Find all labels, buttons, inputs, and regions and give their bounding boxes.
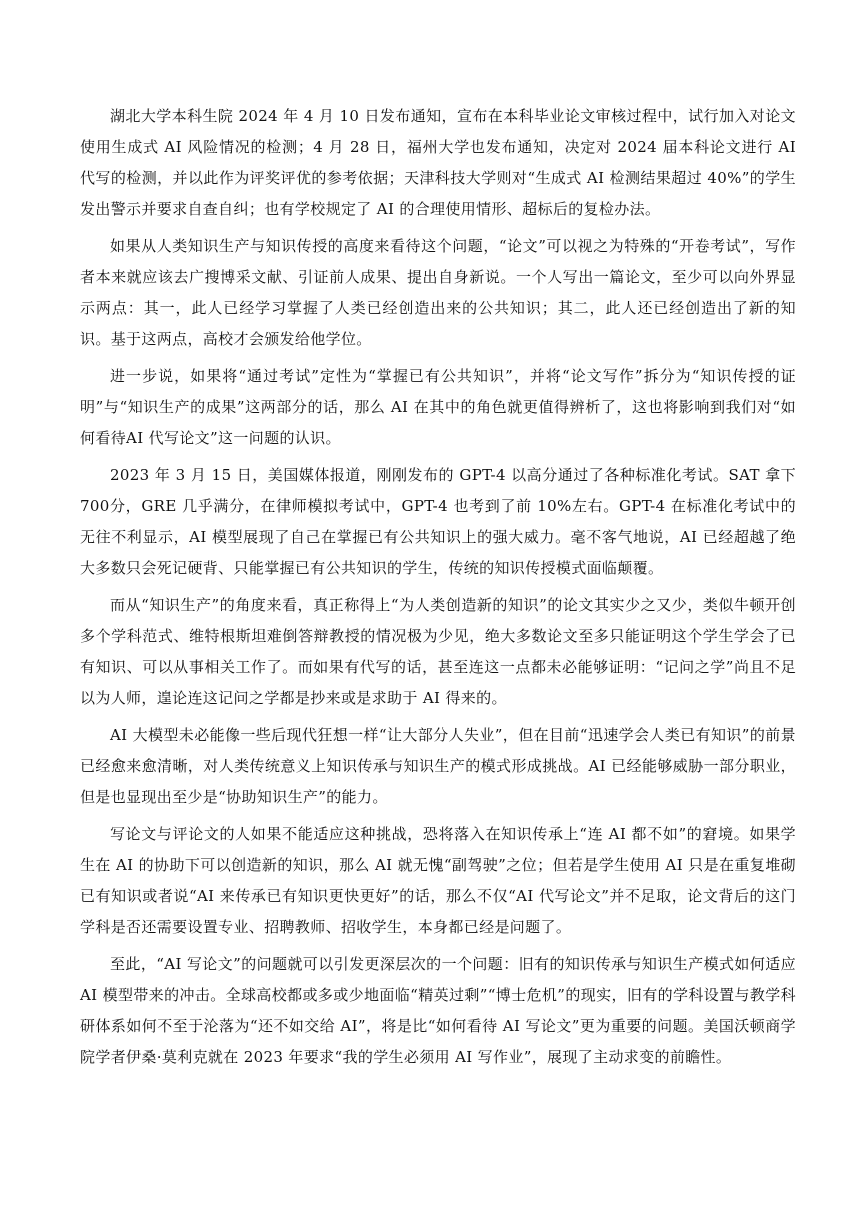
paragraph-7: 写论文与评论文的人如果不能适应这种挑战，恐将落入在知识传承上“连 AI 都不如”的窘境。如果学生在 AI 的协助下可以创造新的知识，那么 AI 就无愧“副驾驶”之位；但若是学生使用 AI 只是在重复堆砌已有知识或者说“AI 来传承已有知识更快更好”的话，那么不仅“AI 代写论文”并不足取，论文背后的这门学科是否还需要设置专业、招聘教师、招收学生，本身都已经是问题了。 (80, 825, 796, 936)
paragraph-6: AI 大模型未必能像一些后现代狂想一样“让大部分人失业”，但在目前“迅速学会人类已有知识”的前景已经愈来愈清晰，对人类传统意义上知识传承与知识生产的模式形成挑战。AI 已经能够威胁一部分职业，但是也显现出至少是“协助知识生产”的能力。 (80, 726, 796, 806)
paragraph-4: 2023 年 3 月 15 日，美国媒体报道，刚刚发布的 GPT-4 以高分通过了各种标准化考试。SAT 拿下 700分，GRE 几乎满分，在律师模拟考试中，GPT-4 也考到了前 10%左右。GPT-4 在标准化考试中的无往不利显示，AI 模型展现了自己在掌握已有公共知识上的强大威力。毫不客气地说，AI 已经超越了绝大多数只会死记硬背、只能掌握已有公共知识的学生，传统的知识传授模式面临颠覆。 (80, 466, 796, 577)
paragraph-8: 至此，“AI 写论文”的问题就可以引发更深层次的一个问题：旧有的知识传承与知识生产模式如何适应AI 模型带来的冲击。全球高校都或多或少地面临“精英过剩”“博士危机”的现实，旧有的学科设置与教学科研体系如何不至于沦落为“还不如交给 AI”，将是比“如何看待 AI 写论文”更为重要的问题。美国沃顿商学院学者伊桑·莫利克就在 2023 年要求“我的学生必须用 AI 写作业”，展现了主动求变的前瞻性。 (80, 955, 796, 1066)
paragraph-1: 湖北大学本科生院 2024 年 4 月 10 日发布通知，宣布在本科毕业论文审核过程中，试行加入对论文使用生成式 AI 风险情况的检测；4 月 28 日，福州大学也发布通知，决定对 2024 届本科论文进行 AI 代写的检测，并以此作为评奖评优的参考依据；天津科技大学则对“生成式 AI 检测结果超过 40%”的学生发出警示并要求自查自纠；也有学校规定了 AI 的合理使用情形、超标后的复检办法。 (80, 107, 796, 218)
paragraph-2: 如果从人类知识生产与知识传授的高度来看待这个问题，“论文”可以视之为特殊的“开卷考试”，写作者本来就应该去广搜博采文献、引证前人成果、提出自身新说。一个人写出一篇论文，至少可以向外界显示两点：其一，此人已经学习掌握了人类已经创造出来的公共知识；其二，此人还已经创造出了新的知识。基于这两点，高校才会颁发给他学位。 (80, 237, 796, 348)
paragraph-5: 而从“知识生产”的角度来看，真正称得上“为人类创造新的知识”的论文其实少之又少，类似牛顿开创多个学科范式、维特根斯坦难倒答辩教授的情况极为少见，绝大多数论文至多只能证明这个学生学会了已有知识、可以从事相关工作了。而如果有代写的话，甚至连这一点都未必能够证明：“记问之学”尚且不足以为人师，遑论连这记问之学都是抄来或是求助于 AI 得来的。 (80, 596, 796, 707)
article-body (80, 101, 796, 1079)
paragraph-3: 进一步说，如果将“通过考试”定性为“掌握已有公共知识”，并将“论文写作”拆分为“知识传授的证明”与“知识生产的成果”这两部分的话，那么 AI 在其中的角色就更值得辨析了，这也将影响到我们对“如何看待AI 代写论文”这一问题的认识。 (80, 367, 796, 447)
